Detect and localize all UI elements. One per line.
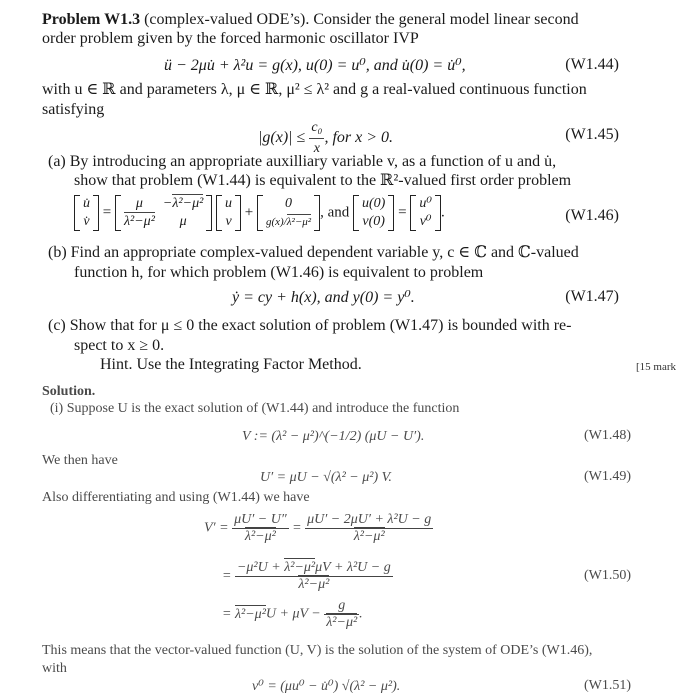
- solution-heading: Solution.: [42, 384, 96, 399]
- problem-satisfying: satisfying: [42, 101, 105, 118]
- eq145-numerator: c₀: [309, 118, 324, 139]
- eq145-lhs: |g(x)| ≤: [258, 129, 306, 147]
- part-a-line2: show that problem (W1.44) is equivalent to the ℝ²-valued first order problem: [74, 172, 572, 189]
- equation-w1-47: ẏ = cy + h(x), and y(0) = y⁰.: [232, 289, 415, 306]
- eq146-and: , and: [320, 204, 350, 221]
- equation-tag-w1-45: (W1.45): [565, 126, 619, 143]
- eq145-rhs: , for x > 0.: [324, 129, 394, 147]
- problem-with-line: with u ∈ ℝ and parameters λ, μ ∈ ℝ, μ² ≤ λ² and g a real-valued continuous function: [42, 81, 587, 98]
- part-c-line2: spect to x ≥ 0.: [74, 337, 165, 354]
- solution-means-line1: This means that the vector-valued function (U, V) is the solution of the system of ODE’s (W1.46),: [42, 643, 593, 658]
- eq146-state-vector: u v: [216, 195, 241, 231]
- eq146-initial-vector: u(0) v(0): [353, 195, 394, 231]
- equation-w1-51: v⁰ = (μu⁰ − u̇⁰) √(λ² − μ²).: [252, 679, 401, 694]
- equation-tag-w1-47: (W1.47): [565, 288, 619, 305]
- problem-header: [42, 10, 579, 30]
- problem-line2: order problem given by the forced harmonic oscillator IVP: [42, 30, 419, 47]
- equation-w1-50-line2: = $\frac{\text{−μ²U + λ²−μ²μV + λ²U − g}}{\text{λ²−μ²}}$: [222, 560, 391, 592]
- eq146-matrix: μ −λ²−μ² λ²−μ² μ: [115, 195, 212, 231]
- part-b-line1: (b) Find an appropriate complex-valued dependent variable y, c ∈ ℂ and ℂ-valued: [48, 244, 579, 261]
- marks-label: [15 mark: [636, 361, 677, 373]
- eq145-denominator: x: [313, 141, 320, 156]
- eq146-lhs-vector: u̇ v̇: [74, 195, 99, 231]
- part-a-line1: (a) By introducing an appropriate auxilliary variable v, as a function of u and u̇,: [48, 153, 557, 170]
- equation-w1-50-line3: = λ²−μ²U + μV − $\frac{g}{\text{λ²−μ²}}$ .: [222, 598, 363, 630]
- equation-tag-w1-51: (W1.51): [583, 678, 631, 693]
- equation-w1-49: U′ = μU − √(λ² − μ²) V.: [260, 470, 392, 485]
- equation-w1-46: u̇ v̇ = μ −λ²−μ² λ²−μ² μ u v + 0 g(x)/λ²−μ² , and u(0) v(0) = u⁰ v⁰ .: [74, 195, 445, 231]
- problem-title: Problem W1.3: [42, 11, 141, 28]
- part-c-hint: Hint. Use the Integrating Factor Method.: [100, 356, 362, 373]
- equation-tag-w1-49: (W1.49): [583, 469, 631, 484]
- solution-also-line: Also differentiating and using (W1.44) we have: [42, 490, 310, 505]
- equation-w1-48: V := (λ² − μ²)^(−1/2) (μU − U′).: [242, 429, 425, 444]
- equation-tag-w1-44: (W1.44): [565, 56, 619, 73]
- equation-tag-w1-46: (W1.46): [565, 207, 619, 224]
- solution-part-i: (i) Suppose U is the exact solution of (W1.44) and introduce the function: [50, 401, 460, 416]
- part-c-line1: (c) Show that for μ ≤ 0 the exact solution of problem (W1.47) is bounded with re-: [48, 317, 572, 334]
- part-b-line2: function h, for which problem (W1.46) is equivalent to problem: [74, 264, 484, 281]
- solution-means-line2: with: [42, 661, 67, 676]
- solution-we-then-have: We then have: [42, 453, 118, 468]
- equation-tag-w1-48: (W1.48): [583, 428, 631, 443]
- eq146-forcing-vector: 0 g(x)/λ²−μ²: [257, 195, 320, 231]
- eq146-initial-values: u⁰ v⁰: [410, 195, 441, 231]
- equation-w1-50-line1: V′ = $\frac{\mu U' - U''}{\text{λ²−μ²}}$ = $\frac{\text{μU′ − 2μU′ + λ²U − g}}{\text{λ²−μ²}}$: [204, 512, 432, 544]
- equation-w1-44: ü − 2μu̇ + λ²u = g(x), u(0) = u⁰, and u̇(0) = u̇⁰,: [164, 57, 466, 74]
- problem-title-rest: (complex-valued ODE’s). Consider the general model linear second: [140, 11, 579, 28]
- equation-tag-w1-50: (W1.50): [583, 568, 631, 583]
